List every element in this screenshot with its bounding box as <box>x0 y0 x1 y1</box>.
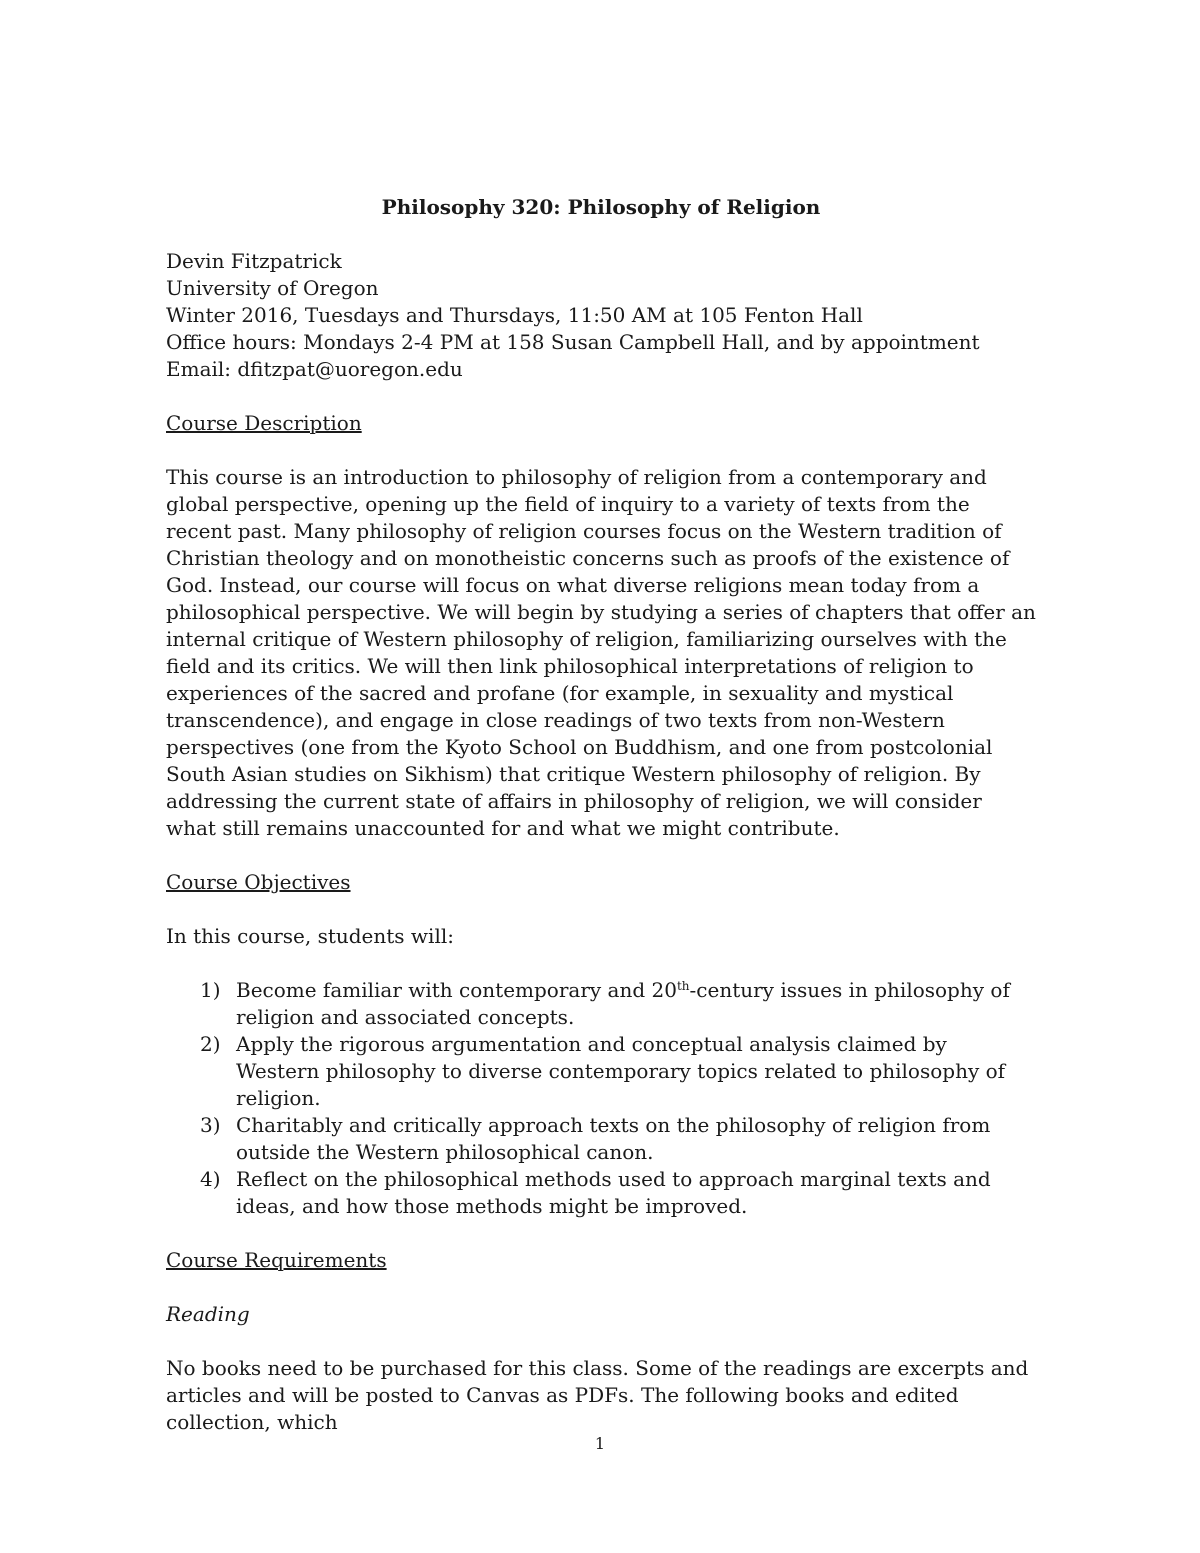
objectives-intro: In this course, students will: <box>166 924 454 948</box>
page-number: 1 <box>594 1434 606 1453</box>
schedule-line: Winter 2016, Tuesdays and Thursdays, 11:50 AM at 105 Fenton Hall <box>166 303 863 327</box>
course-description-heading: Course Description <box>166 411 362 435</box>
objective-text: Charitably and critically approach texts on the philosophy of religion from outside the Western philosophical canon. <box>236 1113 991 1164</box>
reading-text: No books need to be purchased for this class. Some of the readings are excerpts and articles and will be posted to Canvas as PDFs. The following books and edited collection, which <box>166 1356 1029 1434</box>
ordinal-suffix: th <box>676 979 690 993</box>
reading-subheading: Reading <box>166 1302 250 1326</box>
university-name: University of Oregon <box>166 276 379 300</box>
course-info <box>166 248 1036 383</box>
email-line: Email: dfitzpat@uoregon.edu <box>166 357 463 381</box>
objective-item <box>166 1112 1036 1166</box>
objective-item <box>166 977 1036 1031</box>
objective-number: 2) <box>200 1032 221 1056</box>
objective-number: 3) <box>200 1113 221 1137</box>
instructor-name: Devin Fitzpatrick <box>166 249 342 273</box>
objective-text: Reflect on the philosophical methods used to approach marginal texts and ideas, and how those methods might be improved. <box>236 1167 991 1218</box>
objective-text: Apply the rigorous argumentation and conceptual analysis claimed by Western philosophy to diverse contemporary topics related to philosophy of religion. <box>236 1032 1006 1110</box>
objective-text-start: Become familiar with contemporary and 20 <box>236 978 677 1002</box>
office-hours-line: Office hours: Mondays 2-4 PM at 158 Susan Campbell Hall, and by appointment <box>166 330 980 354</box>
objective-number: 4) <box>200 1167 221 1191</box>
objective-text-end: -century issues in philosophy of religion and associated concepts. <box>236 978 1010 1029</box>
objective-item <box>166 1031 1036 1112</box>
course-objectives-heading: Course Objectives <box>166 870 351 894</box>
objective-item <box>166 1166 1036 1220</box>
objective-number: 1) <box>200 978 221 1002</box>
course-description-text: This course is an introduction to philosophy of religion from a contemporary and global perspective, opening up the field of inquiry to a variety of texts from the recent past. Many philosophy of religion courses focus on the Western tradition of Christian theology and on monotheistic concerns such as proofs of the existence of God. Instead, our course will focus on what diverse religions mean today from a philosophical perspective. We will begin by studying a series of chapters that offer an internal critique of Western philosophy of religion, familiarizing ourselves with the field and its critics. We will then link philosophical interpretations of religion to experiences of the sacred and profane (for example, in sexuality and mystical transcendence), and engage in close readings of two texts from non-Western perspectives (one from the Kyoto School on Buddhism, and one from postcolonial South Asian studies on Sikhism) that critique Western philosophy of religion. By addressing the current state of affairs in philosophy of religion, we will consider what still remains unaccounted for and what we might contribute. <box>166 465 1036 840</box>
document-page <box>166 194 1036 1436</box>
objectives-list <box>166 977 1036 1220</box>
document-title: Philosophy 320: Philosophy of Religion <box>381 195 821 219</box>
course-requirements-heading: Course Requirements <box>166 1248 387 1272</box>
